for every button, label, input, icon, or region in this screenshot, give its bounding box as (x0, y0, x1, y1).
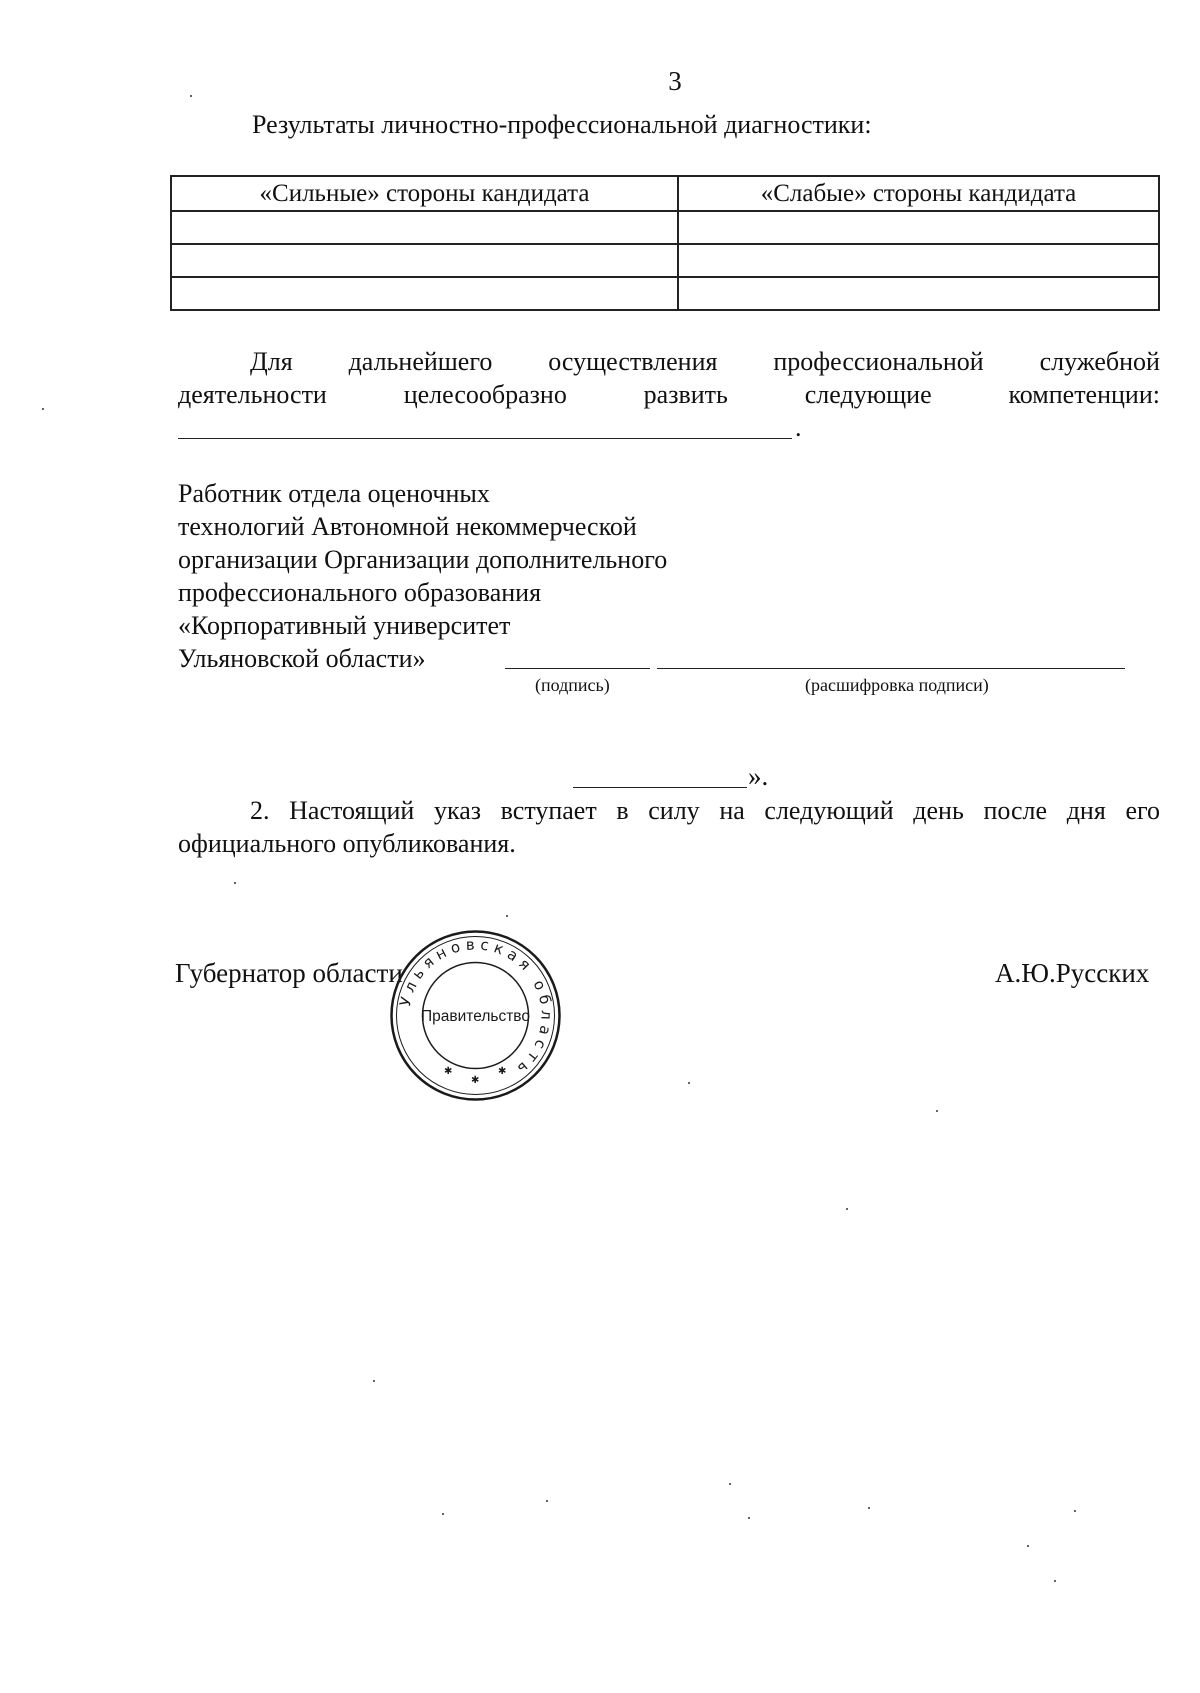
signature-decode-line (657, 668, 1125, 669)
paragraph-2 (178, 794, 1160, 860)
scan-speck (506, 915, 508, 917)
scan-speck (729, 1483, 731, 1485)
word: целесообразно (403, 380, 567, 409)
word: Для (250, 347, 293, 376)
table-cell (171, 211, 678, 244)
competencies-paragraph (178, 345, 1160, 411)
competencies-line-1 (178, 345, 1160, 378)
scan-speck (373, 1380, 375, 1382)
table-cell (171, 244, 678, 277)
word: дальнейшего (348, 347, 493, 376)
scan-speck (1027, 1545, 1029, 1547)
closing-quote: ». (748, 761, 769, 791)
seal-outer-text: Ульяновская область (396, 935, 556, 1082)
seal-star-icon: ✱ (498, 1066, 507, 1077)
worker-line: Ульяновской области» (178, 644, 426, 673)
scan-speck (234, 882, 236, 884)
paragraph-2-line-1: 2. Настоящий указ вступает в силу на следующий день после дня его (250, 796, 1160, 825)
worker-line: Работник отдела оценочных (178, 479, 490, 508)
word: развить (643, 380, 728, 409)
signature-caption: (подпись) (535, 675, 610, 695)
worker-line: организации Организации дополнительного (178, 545, 668, 574)
worker-line: профессионального образования (178, 578, 542, 607)
diagnostics-table (170, 175, 1160, 311)
table-row (171, 244, 1159, 277)
scan-speck (1054, 1580, 1056, 1582)
page-number: 3 (668, 66, 682, 96)
table-cell (171, 277, 678, 310)
scan-speck (936, 1110, 938, 1112)
official-seal-icon (388, 928, 563, 1103)
word: деятельности (178, 380, 327, 409)
competencies-end-mark: . (795, 413, 802, 442)
scan-speck (868, 1507, 870, 1509)
table-cell (678, 277, 1159, 310)
scan-speck (688, 1082, 690, 1084)
diagnostics-heading: Результаты личностно-профессиональной диагностики: (252, 110, 872, 139)
table-header-row (171, 176, 1159, 211)
signature-decode-caption: (расшифровка подписи) (805, 675, 989, 695)
scan-speck (42, 408, 44, 410)
word: компетенции: (1008, 380, 1160, 409)
scan-speck (442, 1513, 444, 1515)
closing-fill-line (573, 787, 747, 788)
word: служебной (1039, 347, 1160, 376)
worker-position-block (178, 477, 778, 675)
scan-speck (546, 1500, 548, 1502)
paragraph-2-line-2: официального опубликования. (178, 829, 516, 858)
seal-center-text: Правительство (421, 1008, 530, 1025)
scan-speck (190, 95, 192, 97)
scan-speck (1074, 1510, 1076, 1512)
word: следующие (804, 380, 932, 409)
seal-star-icon: ✱ (471, 1075, 480, 1086)
word: профессиональной (773, 347, 984, 376)
scan-speck (748, 1517, 750, 1519)
competencies-line-2 (178, 378, 1160, 411)
table-header-weaknesses: «Слабые» стороны кандидата (678, 176, 1159, 211)
table-cell (678, 211, 1159, 244)
table-cell (678, 244, 1159, 277)
competencies-fill-line (178, 438, 792, 439)
scan-speck (846, 1208, 848, 1210)
seal-star-icon: ✱ (444, 1066, 453, 1077)
signature-line (505, 668, 650, 669)
signatory-title: Губернатор области (175, 958, 403, 988)
table-row (171, 277, 1159, 310)
table-header-strengths: «Сильные» стороны кандидата (171, 176, 678, 211)
word: осуществления (548, 347, 718, 376)
worker-line: технологий Автономной некоммерческой (178, 512, 637, 541)
worker-line: «Корпоративный университет (178, 611, 511, 640)
table-row (171, 211, 1159, 244)
signatory-name: А.Ю.Русских (995, 958, 1150, 988)
